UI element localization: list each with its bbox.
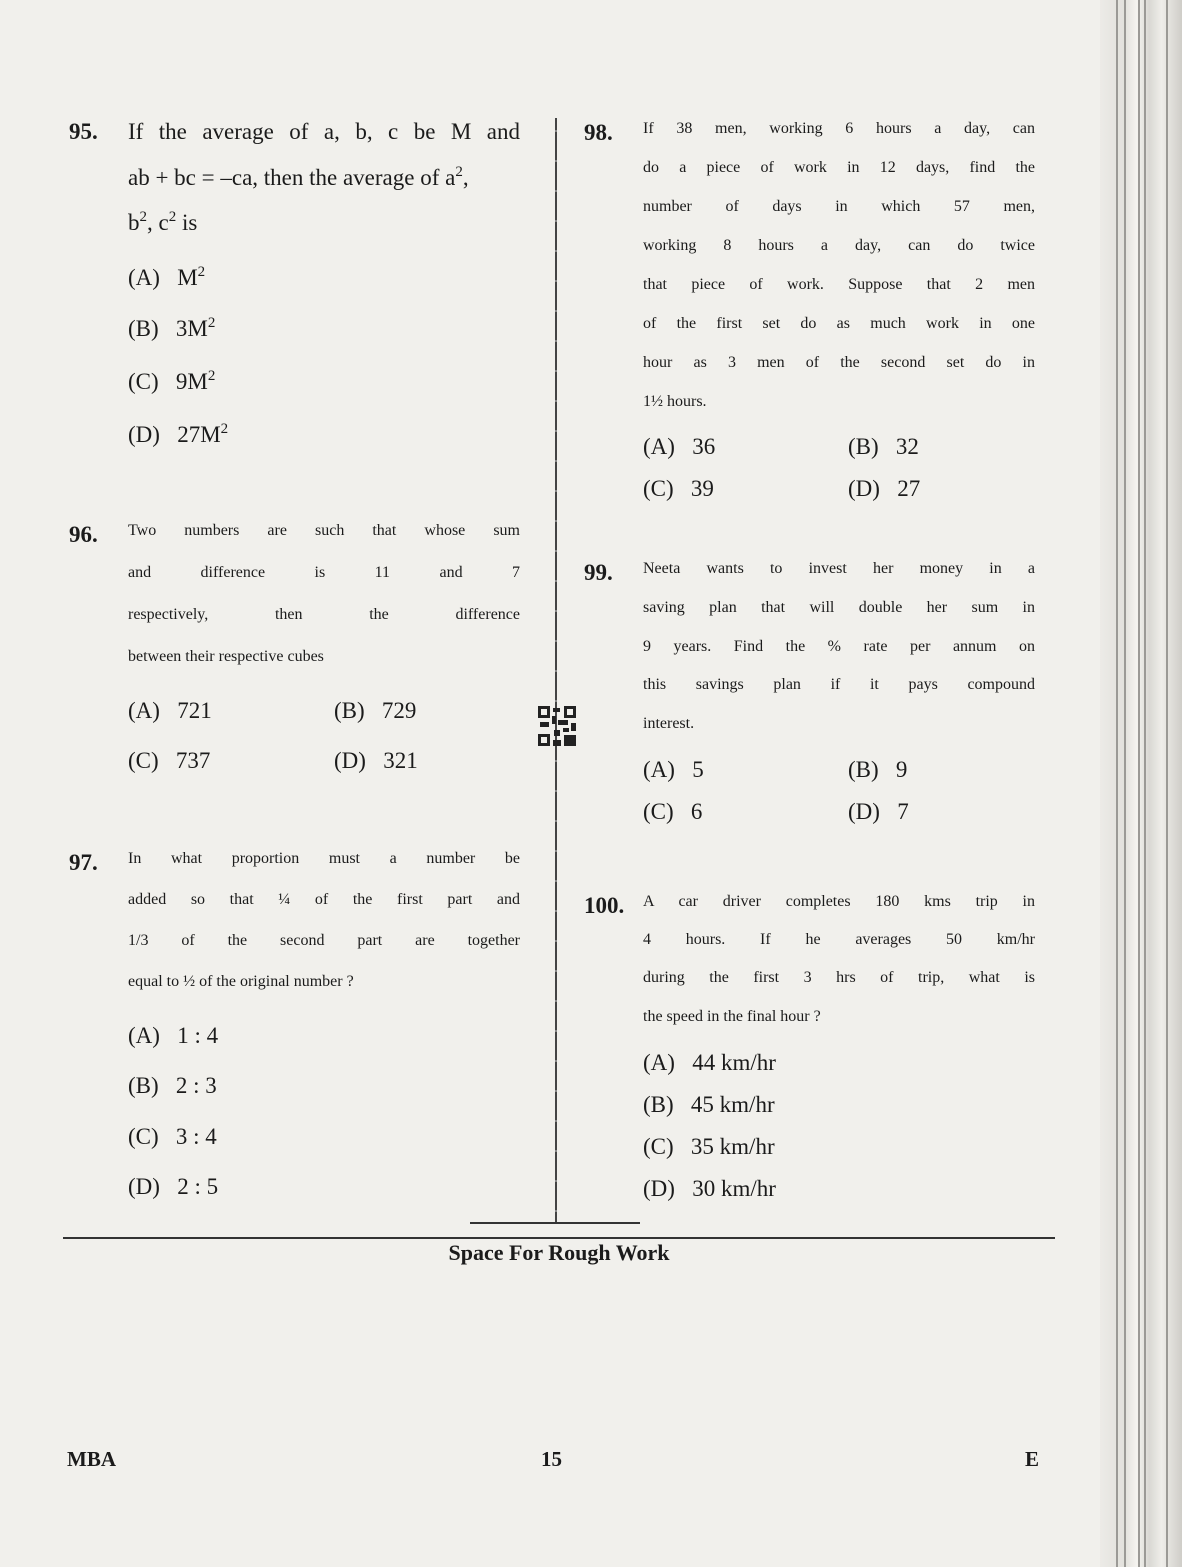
question-text-line: If the average of a, b, c be M and <box>128 119 520 144</box>
option-d[interactable]: (D) 27 <box>848 476 921 501</box>
question-text-line: $b^2$, $c^2$ is <box>128 209 198 235</box>
option-c[interactable]: (C) 6 <box>643 799 703 824</box>
question-number: 96. <box>69 522 98 547</box>
option-b[interactable]: (B) 2 : 3 <box>128 1073 217 1098</box>
question-text-line: working 8 hours a day, can do twice <box>643 237 1035 254</box>
option-d[interactable]: (D) 2 : 5 <box>128 1174 219 1199</box>
question-text-line: Two numbers are such that whose sum <box>128 522 520 539</box>
option-b[interactable]: (B) 729 <box>334 698 417 723</box>
qr-code-icon <box>538 706 578 748</box>
question-text-line: equal to ½ of the original number ? <box>128 973 354 990</box>
question-text-line: number of days in which 57 men, <box>643 198 1035 215</box>
option-d[interactable]: (D) 7 <box>848 799 909 824</box>
footer-page-number: 15 <box>541 1447 562 1471</box>
option-c[interactable]: (C) 3 : 4 <box>128 1124 217 1149</box>
question-text-line: added so that ¼ of the first part and <box>128 891 520 908</box>
option-d[interactable]: (D) 30 km/hr <box>643 1176 776 1201</box>
question-text-line: 4 hours. If he averages 50 km/hr <box>643 931 1035 948</box>
question-text-line: A car driver completes 180 kms trip in <box>643 893 1035 910</box>
option-c[interactable]: (C) $9M^2$ <box>128 368 216 394</box>
question-text-line: the speed in the final hour ? <box>643 1008 821 1025</box>
option-b[interactable]: (B) 32 <box>848 434 919 459</box>
option-a[interactable]: (A) 36 <box>643 434 716 459</box>
question-text-line: respectively, then the difference <box>128 606 520 623</box>
question-text-line: saving plan that will double her sum in <box>643 599 1035 616</box>
question-number: 98. <box>584 120 613 145</box>
section-divider <box>63 1237 1055 1239</box>
question-text-line: 1½ hours. <box>643 393 707 410</box>
option-a[interactable]: (A) $M^2$ <box>128 264 206 290</box>
option-c[interactable]: (C) 35 km/hr <box>643 1134 775 1159</box>
page-binding-edge <box>1100 0 1182 1567</box>
question-number: 99. <box>584 560 613 585</box>
option-c[interactable]: (C) 39 <box>643 476 714 501</box>
footer-set-code: E <box>1025 1447 1040 1471</box>
footer-subject: MBA <box>67 1447 116 1471</box>
question-text-line: Neeta wants to invest her money in a <box>643 560 1035 577</box>
option-b[interactable]: (B) 9 <box>848 757 908 782</box>
question-text-line: interest. <box>643 715 695 732</box>
question-text-line: do a piece of work in 12 days, find the <box>643 159 1035 176</box>
question-text-line: 1/3 of the second part are together <box>128 932 520 949</box>
option-a[interactable]: (A) 5 <box>643 757 704 782</box>
question-text-line: of the first set do as much work in one <box>643 315 1035 332</box>
option-d[interactable]: (D) 321 <box>334 748 418 773</box>
question-text-line: If 38 men, working 6 hours a day, can <box>643 120 1035 137</box>
question-text-line: and difference is 11 and 7 <box>128 564 520 581</box>
question-text-line: that piece of work. Suppose that 2 men <box>643 276 1035 293</box>
column-divider <box>555 118 557 1223</box>
question-number: 95. <box>69 119 98 144</box>
question-text-line: In what proportion must a number be <box>128 850 520 867</box>
option-a[interactable]: (A) 1 : 4 <box>128 1023 219 1048</box>
section-divider-short <box>470 1222 640 1224</box>
question-text-line: during the first 3 hrs of trip, what is <box>643 969 1035 986</box>
question-text-line: hour as 3 men of the second set do in <box>643 354 1035 371</box>
option-a[interactable]: (A) 44 km/hr <box>643 1050 776 1075</box>
question-number: 97. <box>69 850 98 875</box>
question-text-line: between their respective cubes <box>128 648 324 665</box>
question-text-line: ab + bc = –ca, then the average of $a^2$, <box>128 164 469 190</box>
rough-work-heading: Space For Rough Work <box>448 1240 670 1265</box>
question-text-line: 9 years. Find the % rate per annum on <box>643 638 1035 655</box>
option-a[interactable]: (A) 721 <box>128 698 212 723</box>
option-b[interactable]: (B) $3M^2$ <box>128 315 216 341</box>
option-b[interactable]: (B) 45 km/hr <box>643 1092 775 1117</box>
option-d[interactable]: (D) $27M^2$ <box>128 421 229 447</box>
question-number: 100. <box>584 893 625 918</box>
question-text-line: this savings plan if it pays compound <box>643 676 1035 693</box>
option-c[interactable]: (C) 737 <box>128 748 211 773</box>
